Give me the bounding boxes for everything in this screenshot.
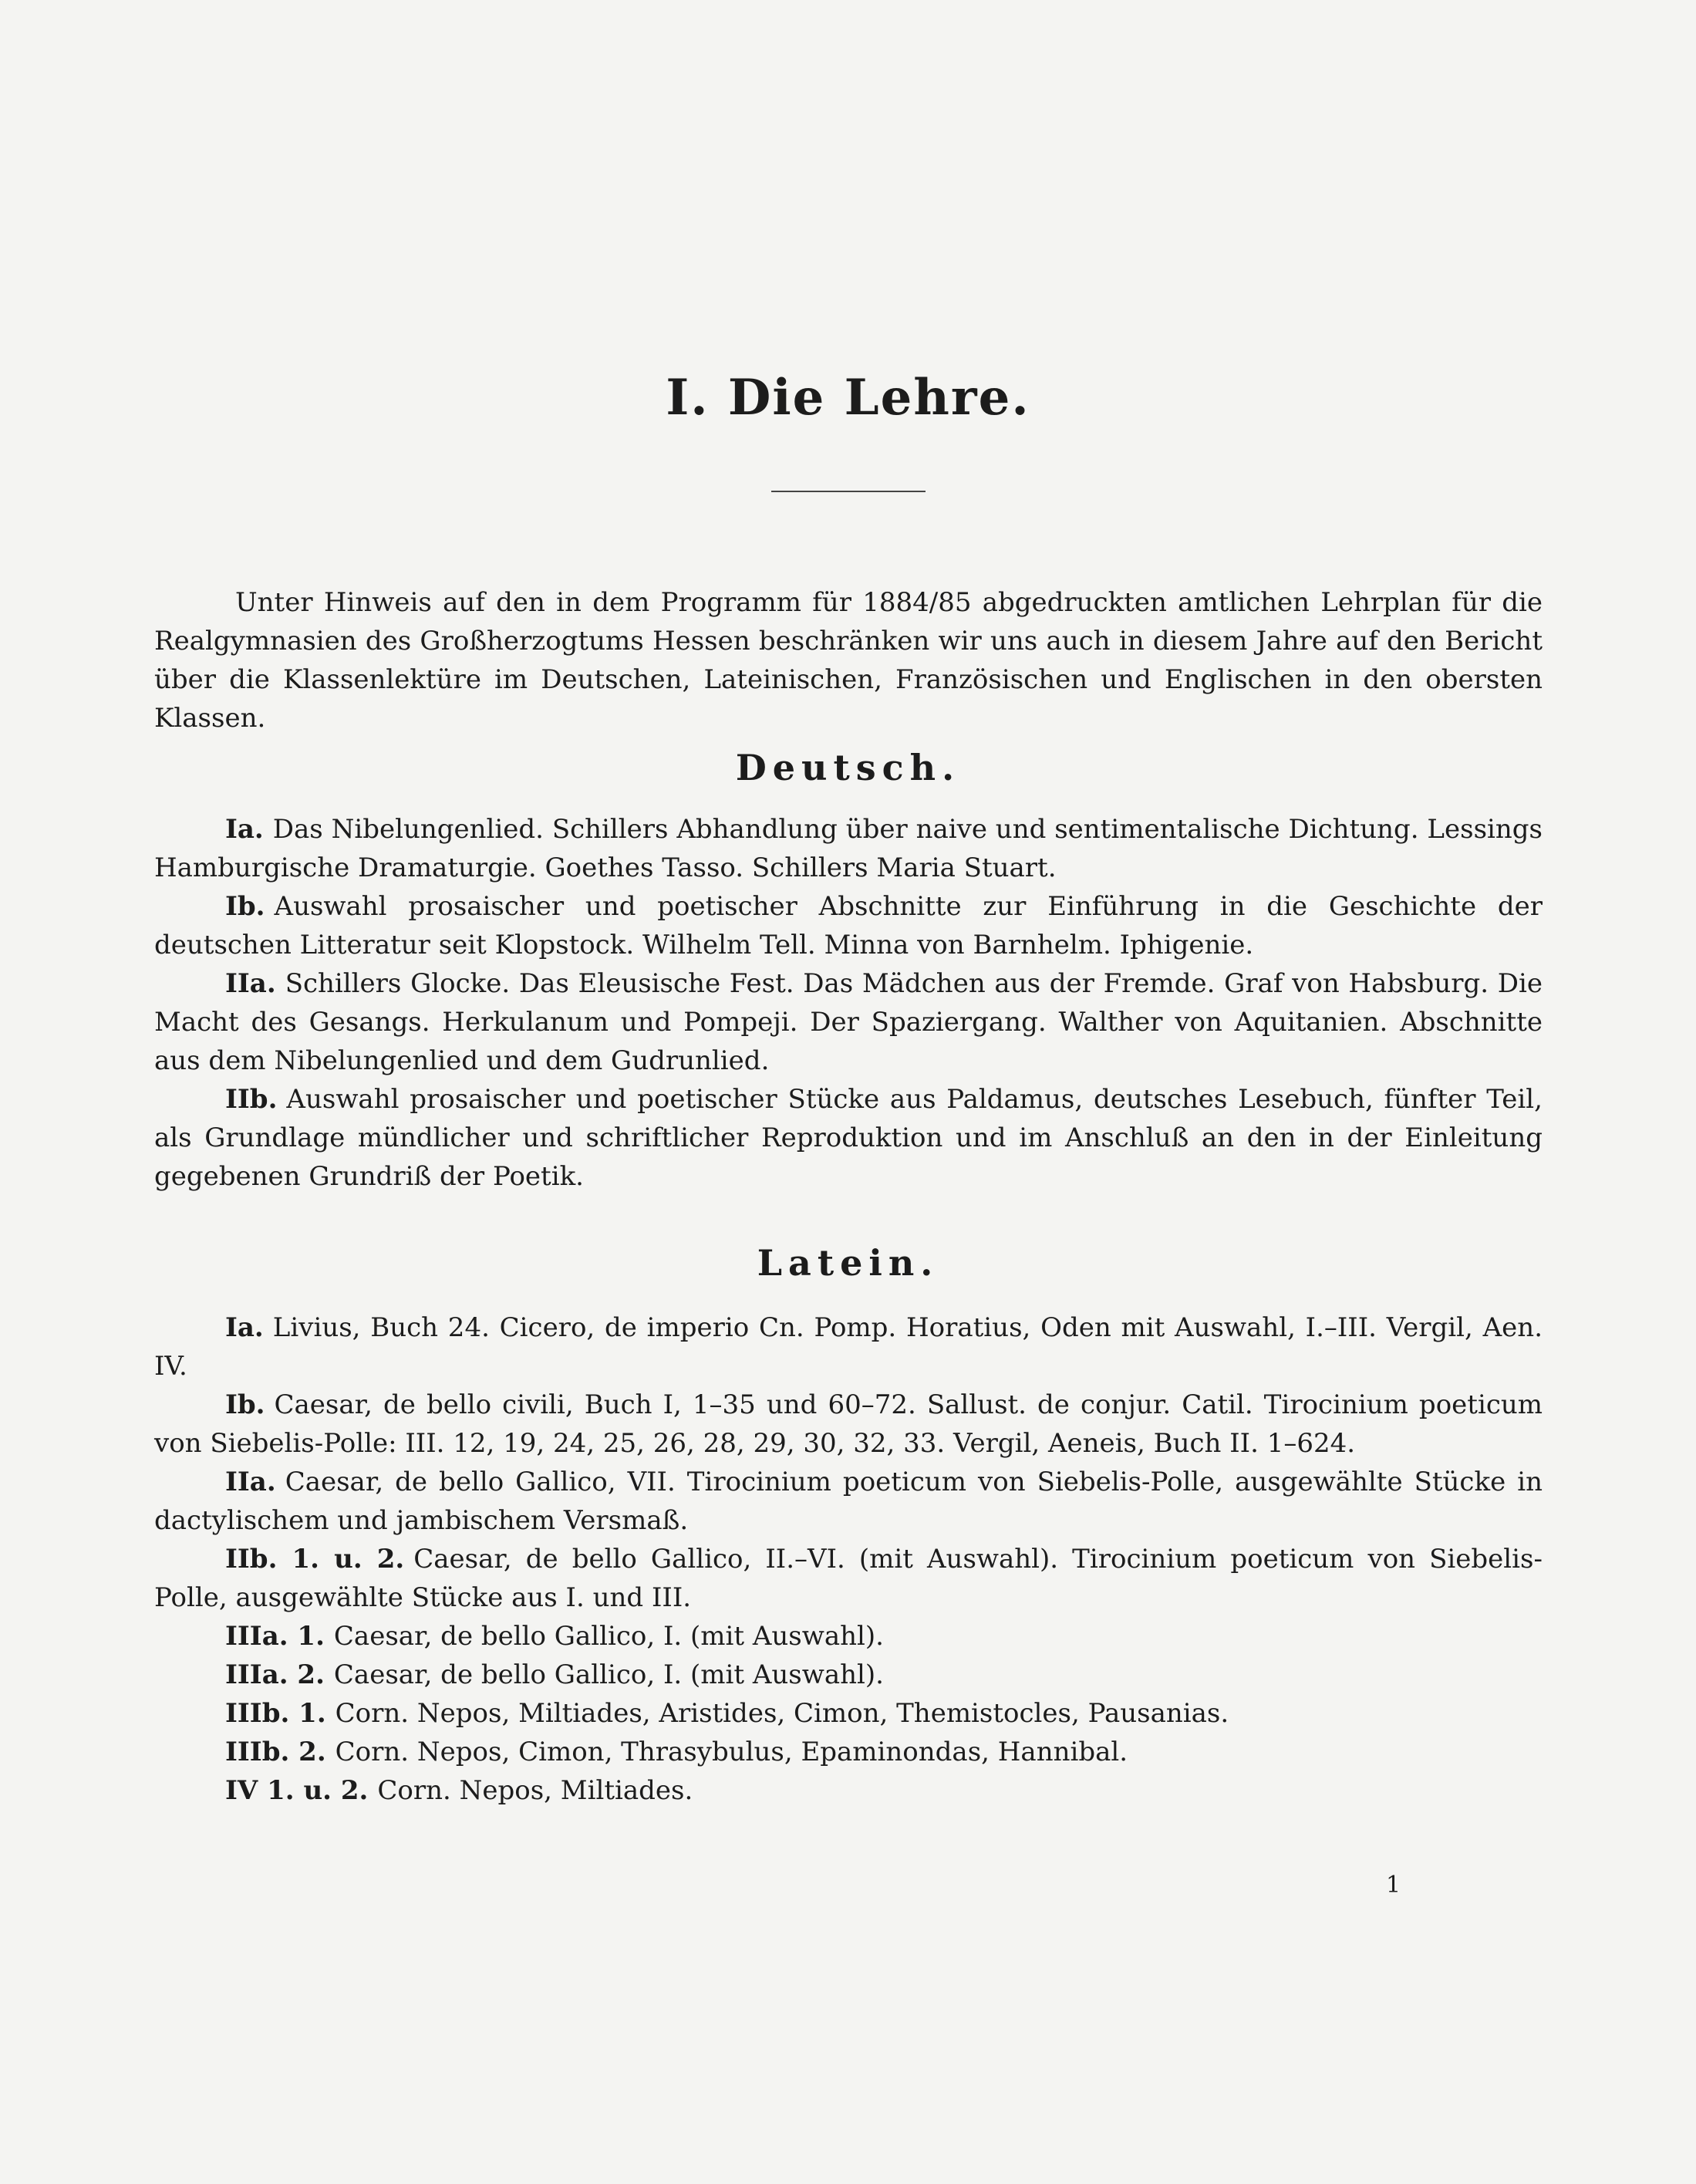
- curriculum-entry: [154, 1694, 1543, 1733]
- class-label: Ib.: [225, 1389, 265, 1420]
- page-title: I. Die Lehre.: [666, 369, 1030, 427]
- curriculum-entry: [154, 964, 1543, 1080]
- entry-text: Corn. Nepos, Miltiades, Aristides, Cimon, Themistocles, Pausanias.: [335, 1698, 1229, 1729]
- curriculum-entry: [154, 1080, 1543, 1196]
- entry-text: Caesar, de bello Gallico, I. (mit Auswahl).: [333, 1621, 884, 1652]
- entry-text: Caesar, de bello Gallico, VII. Tirocinium poeticum von Siebelis-Polle, ausgewählte Stücke in dactylischem und jambischem Versmaß.: [154, 1467, 1543, 1536]
- intro-paragraph: Unter Hinweis auf den in dem Programm für 1884/85 abgedruckten amtlichen Lehrplan für die Realgymnasien des Großherzogtums Hessen beschränken wir uns auch in diesem Jahre auf den Bericht über die Klassenlektüre im Deutschen, Lateinischen, Französischen und Englischen in den obersten Klassen.: [154, 587, 1543, 734]
- curriculum-entry: [154, 1656, 1543, 1694]
- curriculum-entry: [154, 1771, 1543, 1810]
- curriculum-entry: [154, 1733, 1543, 1771]
- class-label: IIa.: [225, 1467, 276, 1497]
- curriculum-entry: [154, 1617, 1543, 1656]
- class-label: IIb.: [225, 1084, 278, 1115]
- latein-entries: [154, 1308, 1543, 1810]
- entry-text: Caesar, de bello Gallico, II.–VI. (mit Auswahl). Tirocinium poeticum von Siebelis-Polle, ausgewählte Stücke aus I. und III.: [154, 1544, 1543, 1613]
- entry-text: Schillers Glocke. Das Eleusische Fest. Das Mädchen aus der Fremde. Graf von Habsburg. Die Macht des Gesangs. Herkulanum und Pompeji. Der Spaziergang. Walther von Aquitanien. Abschnitte aus dem Nibelungenlied und dem Gudrunlied.: [154, 968, 1543, 1076]
- deutsch-entries: [154, 810, 1543, 1196]
- class-label: IIIb. 2.: [225, 1737, 326, 1767]
- entry-text: Corn. Nepos, Cimon, Thrasybulus, Epaminondas, Hannibal.: [335, 1737, 1128, 1767]
- section-heading-latein: Latein.: [757, 1242, 939, 1284]
- class-label: Ib.: [225, 891, 265, 922]
- entry-text: Caesar, de bello civili, Buch I, 1–35 und 60–72. Sallust. de conjur. Catil. Tirocinium poeticum von Siebelis-Polle: III. 12, 19, 24, 25, 26, 28, 29, 30, 32, 33. Vergil, Aeneis, Buch II. 1–624.: [154, 1389, 1543, 1459]
- class-label: Ia.: [225, 814, 264, 845]
- curriculum-entry: [154, 1308, 1543, 1386]
- class-label: IIIb. 1.: [225, 1698, 326, 1729]
- class-label: IIIa. 2.: [225, 1659, 325, 1690]
- curriculum-entry: [154, 1540, 1543, 1617]
- class-label: IV 1. u. 2.: [225, 1775, 369, 1806]
- entry-text: Auswahl prosaischer und poetischer Stücke aus Paldamus, deutsches Lesebuch, fünfter Teil, als Grundlage mündlicher und schriftlicher Reproduktion und im Anschluß an den in der Einleitung gegebenen Grundriß der Poetik.: [154, 1084, 1543, 1192]
- entry-text: Corn. Nepos, Miltiades.: [377, 1775, 693, 1806]
- class-label: IIIa. 1.: [225, 1621, 325, 1652]
- class-label: Ia.: [225, 1312, 264, 1343]
- class-label: IIb. 1. u. 2.: [225, 1544, 405, 1575]
- entry-text: Caesar, de bello Gallico, I. (mit Auswahl).: [333, 1659, 884, 1690]
- curriculum-entry: [154, 887, 1543, 964]
- class-label: IIa.: [225, 968, 276, 999]
- page-number: 1: [1386, 1872, 1401, 1899]
- title-divider: [771, 491, 926, 492]
- section-heading-deutsch: Deutsch.: [735, 747, 961, 788]
- entry-text: Livius, Buch 24. Cicero, de imperio Cn. Pomp. Horatius, Oden mit Auswahl, I.–III. Vergil, Aen. IV.: [154, 1312, 1543, 1382]
- entry-text: Das Nibelungenlied. Schillers Abhandlung über naive und sentimentalische Dichtung. Lessings Hamburgische Dramaturgie. Goethes Tasso. Schillers Maria Stuart.: [154, 814, 1543, 883]
- curriculum-entry: [154, 810, 1543, 887]
- curriculum-entry: [154, 1386, 1543, 1463]
- curriculum-entry: [154, 1463, 1543, 1540]
- entry-text: Auswahl prosaischer und poetischer Abschnitte zur Einführung in die Geschichte der deutschen Litteratur seit Klopstock. Wilhelm Tell. Minna von Barnhelm. Iphigenie.: [154, 891, 1543, 960]
